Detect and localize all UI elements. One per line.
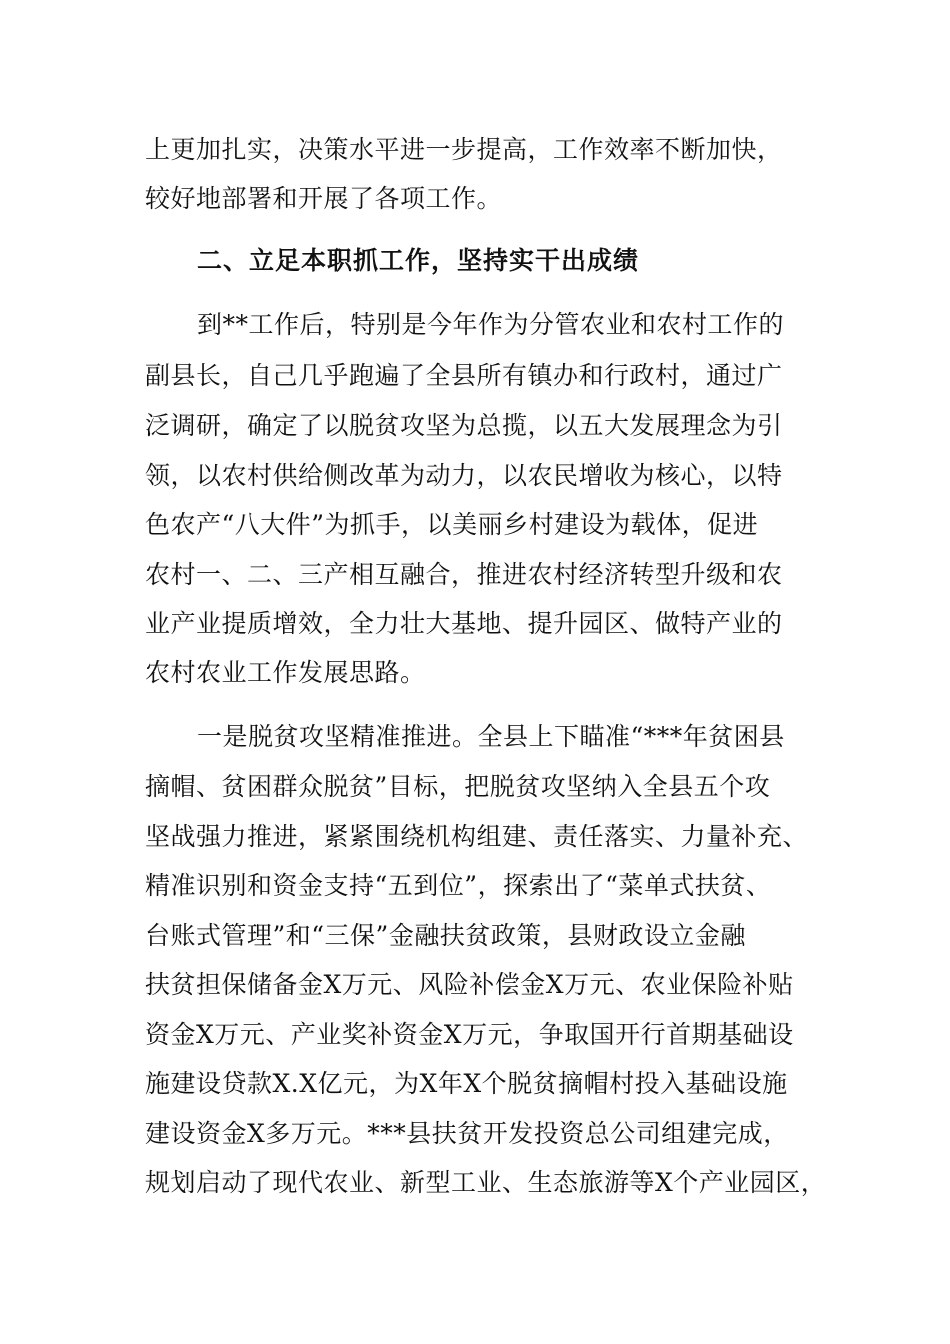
paragraph-line: 较好地部署和开展了各项工作。 (145, 184, 503, 213)
paragraph-line: 台账式管理”和“三保”金融扶贫政策，县财政设立金融 (145, 921, 746, 950)
paragraph-line: 坚战强力推进，紧紧围绕机构组建、责任落实、力量补充、 (145, 822, 809, 851)
paragraph-line: 一是脱贫攻坚精准推进。全县上下瞄准“***年贫困县 (197, 722, 785, 751)
paragraph-line: 规划启动了现代农业、新型工业、生态旅游等X个产业园区， (145, 1168, 827, 1197)
paragraph-line: 上更加扎实，决策水平进一步提高，工作效率不断加快， (145, 135, 783, 164)
paragraph-line: 到**工作后，特别是今年作为分管农业和农村工作的 (197, 310, 785, 339)
paragraph-line: 建设资金X多万元。***县扶贫开发投资总公司组建完成， (145, 1119, 789, 1148)
paragraph-line: 农村农业工作发展思路。 (145, 658, 426, 687)
paragraph-line: 副县长，自己几乎跑遍了全县所有镇办和行政村，通过广 (145, 361, 783, 390)
paragraph-line: 资金X万元、产业奖补资金X万元，争取国开行首期基础设 (145, 1020, 794, 1049)
paragraph-line: 扶贫担保储备金X万元、风险补偿金X万元、农业保险补贴 (145, 970, 794, 999)
paragraph-line: 色农产“八大件”为抓手，以美丽乡村建设为载体，促进 (145, 510, 759, 539)
paragraph-line: 泛调研，确定了以脱贫攻坚为总揽，以五大发展理念为引 (145, 411, 783, 440)
paragraph-line: 精准识别和资金支持“五到位”，探索出了“菜单式扶贫、 (145, 871, 772, 900)
paragraph-line: 施建设贷款X.X亿元，为X年X个脱贫摘帽村投入基础设施 (145, 1069, 788, 1098)
paragraph-line: 业产业提质增效，全力壮大基地、提升园区、做特产业的 (145, 609, 783, 638)
paragraph-line: 摘帽、贫困群众脱贫”目标，把脱贫攻坚纳入全县五个攻 (145, 772, 771, 801)
section-heading: 二、立足本职抓工作，坚持实干出成绩 (197, 246, 640, 275)
paragraph-line: 领，以农村供给侧改革为动力，以农民增收为核心，以特 (145, 461, 783, 490)
paragraph-line: 农村一、二、三产相互融合，推进农村经济转型升级和农 (145, 560, 783, 589)
